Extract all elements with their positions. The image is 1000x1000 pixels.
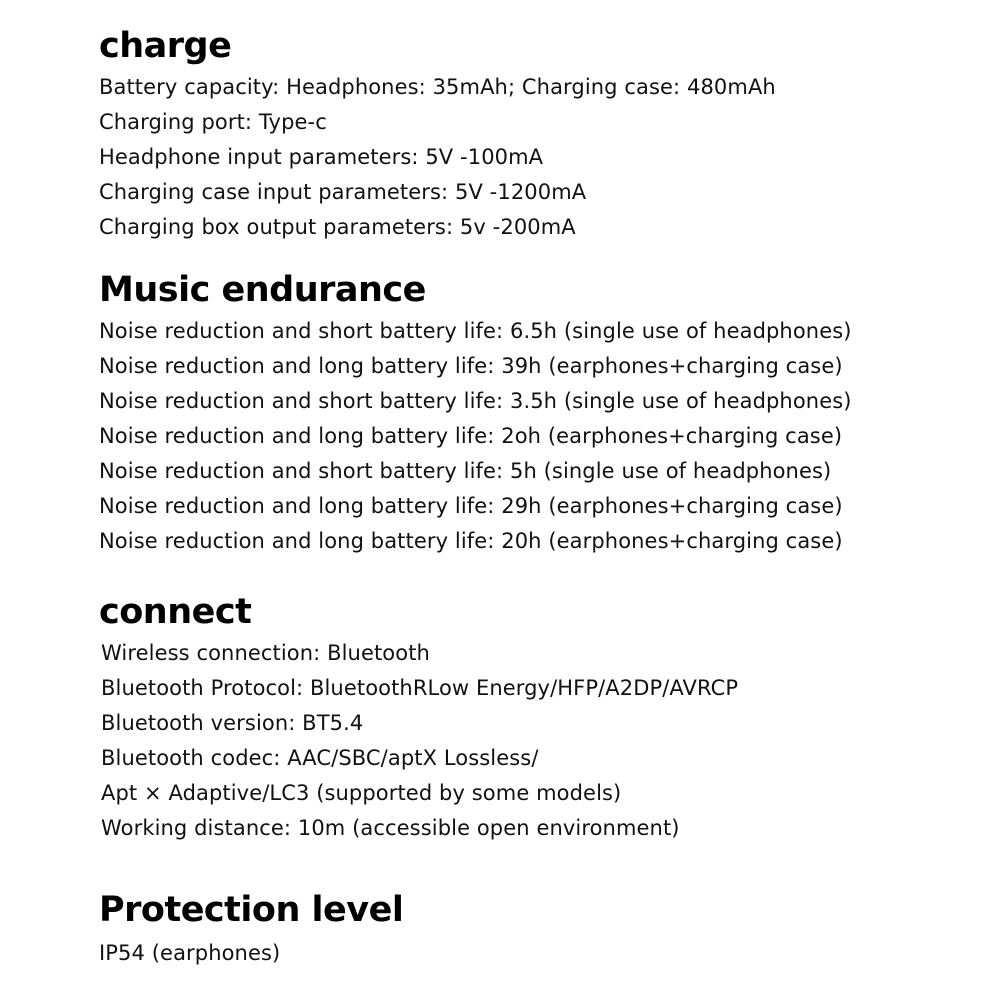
spec-line-box-output: Charging box output parameters: 5v -200mA — [99, 215, 576, 239]
spec-line-charging-port: Charging port: Type-c — [99, 110, 327, 134]
spec-line-bluetooth-version: Bluetooth version: BT5.4 — [101, 711, 364, 735]
spec-line-wireless-connection: Wireless connection: Bluetooth — [101, 641, 430, 665]
spec-line-ip-rating: IP54 (earphones) — [99, 941, 281, 965]
music-endurance-heading: Music endurance — [99, 270, 426, 310]
connect-spec-list — [101, 636, 738, 846]
spec-line-headphone-input: Headphone input parameters: 5V -100mA — [99, 145, 544, 169]
endurance-line: Noise reduction and long battery life: 29h (earphones+charging case) — [99, 494, 843, 518]
protection-spec-list — [99, 936, 280, 971]
endurance-line: Noise reduction and short battery life: 5h (single use of headphones) — [99, 459, 832, 483]
charge-heading: charge — [99, 26, 232, 66]
endurance-line: Noise reduction and long battery life: 39h (earphones+charging case) — [99, 354, 843, 378]
spec-line-bluetooth-codec: Bluetooth codec: AAC/SBC/aptX Lossless/ — [101, 746, 539, 770]
connect-heading: connect — [99, 592, 252, 632]
spec-line-codec-continued: Apt × Adaptive/LC3 (supported by some models) — [101, 781, 622, 805]
endurance-line: Noise reduction and short battery life: 3.5h (single use of headphones) — [99, 389, 852, 413]
charge-spec-list — [99, 70, 776, 245]
spec-line-working-distance: Working distance: 10m (accessible open environment) — [101, 816, 680, 840]
spec-line-case-input: Charging case input parameters: 5V -1200mA — [99, 180, 587, 204]
spec-line-bluetooth-protocol: Bluetooth Protocol: BluetoothRLow Energy/HFP/A2DP/AVRCP — [101, 676, 739, 700]
protection-level-heading: Protection level — [99, 890, 404, 930]
spec-line-battery-capacity: Battery capacity: Headphones: 35mAh; Charging case: 480mAh — [99, 75, 776, 99]
endurance-line: Noise reduction and short battery life: 6.5h (single use of headphones) — [99, 319, 852, 343]
endurance-line: Noise reduction and long battery life: 20h (earphones+charging case) — [99, 529, 843, 553]
music-endurance-list — [99, 314, 852, 559]
endurance-line: Noise reduction and long battery life: 2oh (earphones+charging case) — [99, 424, 843, 448]
